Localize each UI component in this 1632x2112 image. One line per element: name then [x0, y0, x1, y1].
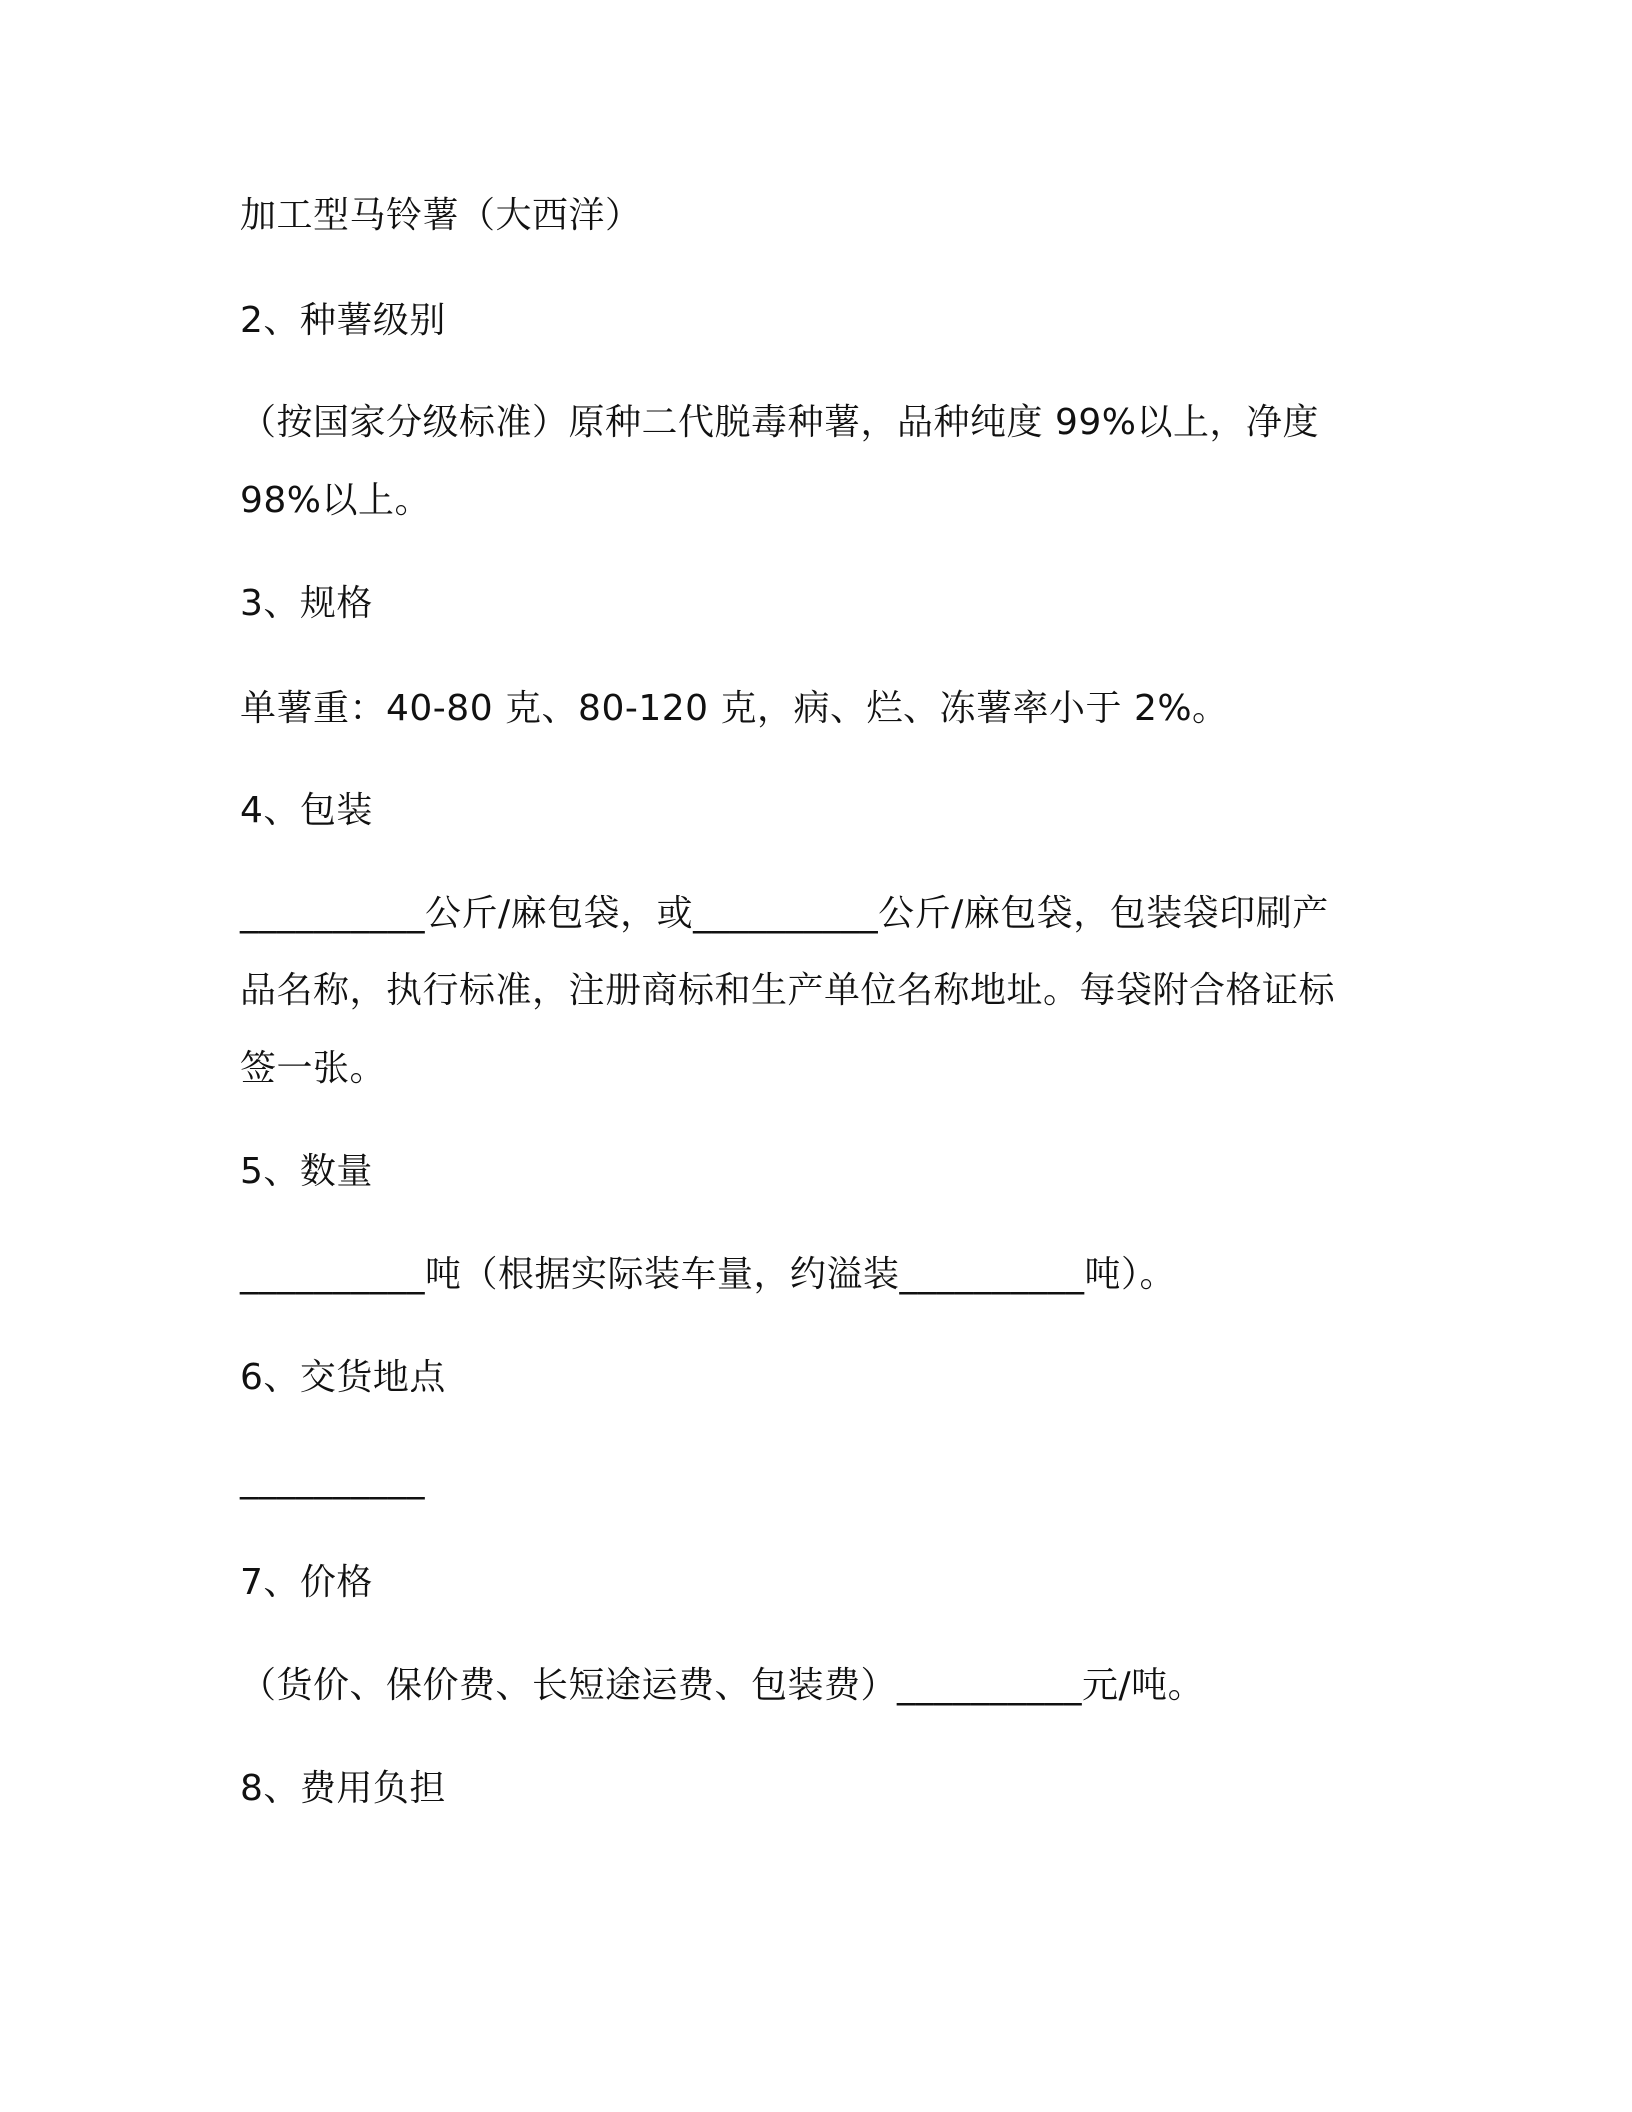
seed-grade-text-line-2: 98%以上。 [240, 480, 432, 521]
section-heading-packaging: 4、包装 [240, 790, 373, 831]
delivery-place-blank: __________ [240, 1459, 425, 1500]
packaging-text-line-3: 签一张。 [240, 1048, 387, 1089]
quantity-text: __________吨（根据实际装车量，约溢装__________吨）。 [240, 1254, 1177, 1295]
section-heading-price: 7、价格 [240, 1562, 373, 1603]
section-heading-specification: 3、规格 [240, 583, 373, 624]
section-heading-delivery-place: 6、交货地点 [240, 1357, 446, 1398]
packaging-text-line-1: __________公斤/麻包袋，或__________公斤/麻包袋，包装袋印刷产 [240, 893, 1329, 934]
section-heading-cost-bearing: 8、费用负担 [240, 1768, 446, 1809]
packaging-text-line-2: 品名称，执行标准，注册商标和生产单位名称地址。每袋附合格证标 [240, 970, 1336, 1011]
seed-grade-text-line-1: （按国家分级标准）原种二代脱毒种薯，品种纯度 99%以上，净度 [240, 402, 1319, 443]
section-heading-seed-grade: 2、种薯级别 [240, 300, 446, 341]
product-name-line: 加工型马铃薯（大西洋） [240, 195, 642, 236]
specification-text: 单薯重：40-80 克、80-120 克，病、烂、冻薯率小于 2%。 [240, 688, 1229, 729]
section-heading-quantity: 5、数量 [240, 1151, 373, 1192]
price-text: （货价、保价费、长短途运费、包装费）__________元/吨。 [240, 1665, 1205, 1706]
